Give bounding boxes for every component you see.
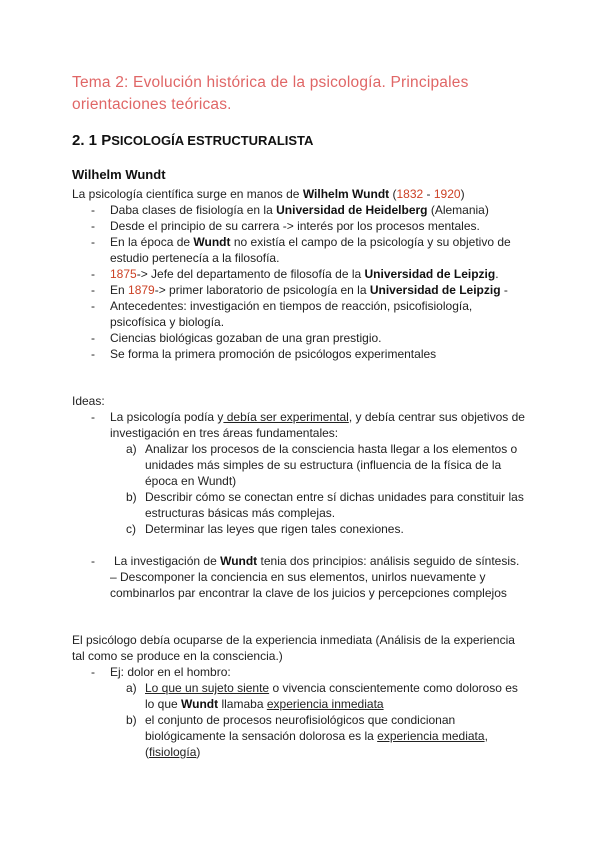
bullet-marker: - — [91, 331, 95, 345]
list-letter: a) — [126, 442, 137, 456]
title-line-1: Tema 2: Evolución histórica de la psicología. Principales — [72, 74, 469, 91]
sub-list-item: Lo que un sujeto siente o vivencia conscientemente como doloroso es lo que Wundt llamaba experiencia inmediata — [145, 681, 518, 711]
sub-list-item: Describir cómo se conectan entre sí dichas unidades para constituir las estructuras básicas más complejas. — [145, 490, 524, 520]
section-heading — [72, 132, 313, 149]
example-item: Ej: dolor en el hombro: — [110, 665, 231, 679]
section-first-letter: P — [101, 132, 112, 149]
list-letter: b) — [126, 713, 137, 727]
section-title-rest: SICOLOGÍA ESTRUCTURALISTA — [111, 133, 314, 148]
bullet-marker: - — [91, 347, 95, 361]
list-item: Se forma la primera promoción de psicólogos experimentales — [110, 347, 437, 361]
bullet-marker: - — [91, 267, 95, 281]
bullet-marker: - — [91, 283, 95, 297]
list-letter: c) — [126, 522, 136, 536]
list-item: 1875-> Jefe del departamento de filosofía de la Universidad de Leipzig. — [110, 267, 499, 281]
bullet-marker: - — [91, 299, 95, 313]
list-item: Daba clases de fisiología en la Universidad de Heidelberg (Alemania) — [110, 203, 489, 217]
idea-item-continuation: – Descomponer la conciencia en sus elementos, unirlos nuevamente y combinarlos par encontrar la clave de los juicios y percepciones complejos — [110, 570, 507, 600]
bullet-marker: - — [91, 219, 95, 233]
idea-item: La investigación de Wundt tenia dos principios: análisis seguido de síntesis. — [114, 554, 520, 568]
title-line-2: orientaciones teóricas. — [72, 96, 232, 113]
list-item: Antecedentes: investigación en tiempos de reacción, psicofisiología, psicofísica y biología. — [110, 299, 473, 329]
list-item: Ciencias biológicas gozaban de una gran prestigio. — [110, 331, 382, 345]
intro-paragraph: La psicología científica surge en manos de Wilhelm Wundt (1832 - 1920) — [72, 187, 465, 201]
idea-item: La psicología podía y debía ser experimental, y debía centrar sus objetivos de investigación en tres áreas fundamentales: — [110, 410, 525, 440]
bullet-marker: - — [91, 203, 95, 217]
sub-list-item: Determinar las leyes que rigen tales conexiones. — [145, 522, 404, 536]
list-letter: a) — [126, 681, 137, 695]
ideas-label: Ideas: — [72, 394, 105, 408]
list-item: En 1879-> primer laboratorio de psicología en la Universidad de Leipzig - — [110, 283, 508, 297]
list-item: Desde el principio de su carrera -> interés por los procesos mentales. — [110, 219, 480, 233]
bullet-marker: - — [91, 235, 95, 249]
birth-year: 1832 — [396, 187, 424, 201]
underlined-text: debía ser experimental — [223, 410, 349, 424]
sub-list-item: Analizar los procesos de la consciencia hasta llegar a los elementos o unidades más simples de su estructura (influencia de la física de la época en Wundt) — [145, 442, 518, 488]
bullet-marker: - — [91, 554, 95, 568]
section-number: 2. 1 — [72, 132, 102, 149]
subheading: Wilhelm Wundt — [72, 167, 166, 182]
sub-list-item: el conjunto de procesos neurofisiológicos que condicionan biológicamente la sensación dolorosa es la experiencia mediata, (fisiología) — [145, 713, 488, 759]
intro-name: Wilhelm Wundt — [302, 187, 390, 201]
document-title — [72, 72, 542, 116]
death-year: 1920 — [433, 187, 461, 201]
bullet-marker: - — [91, 665, 95, 679]
list-letter: b) — [126, 490, 137, 504]
paragraph-experiencia: El psicólogo debía ocuparse de la experiencia inmediata (Análisis de la experiencia tal como se produce en la consciencia.) — [72, 633, 515, 663]
list-item: En la época de Wundt no existía el campo de la psicología y su objetivo de estudio pertenecía a la filosofía. — [110, 235, 511, 265]
bullet-marker: - — [91, 410, 95, 424]
